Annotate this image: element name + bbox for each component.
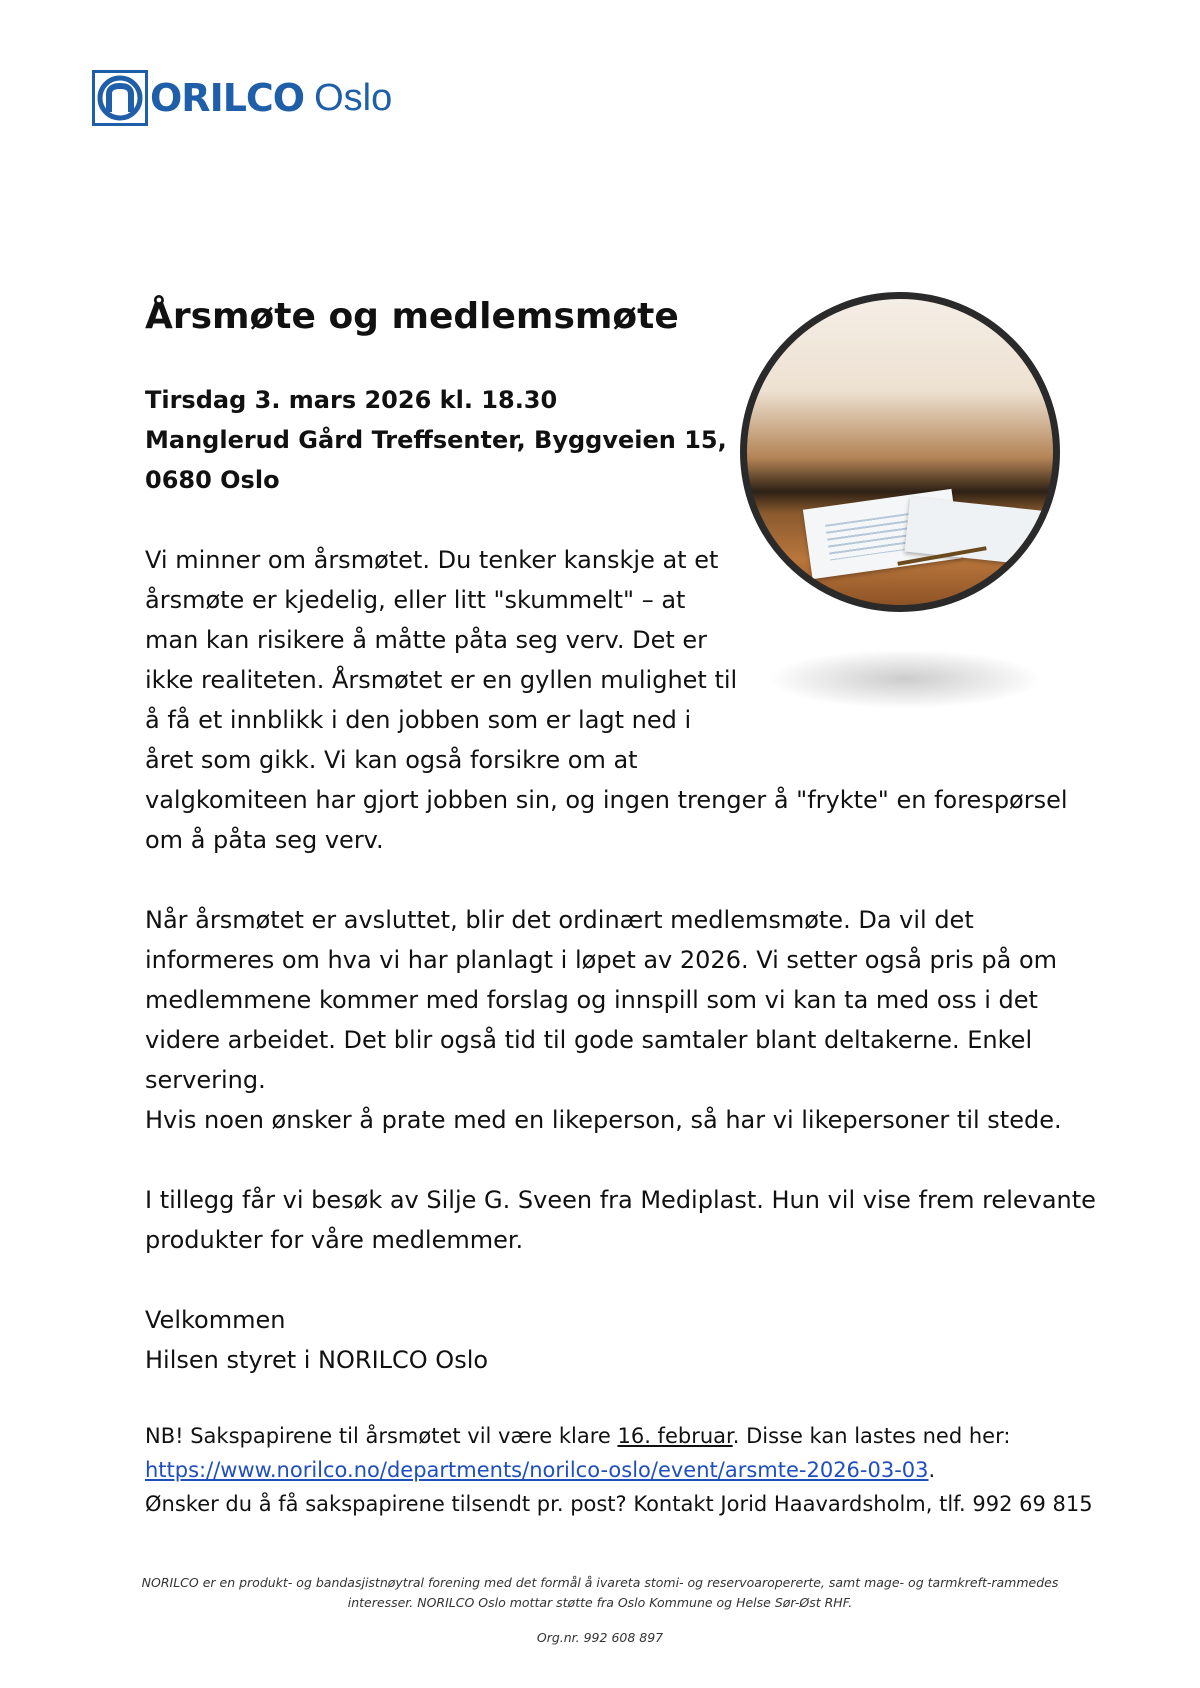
text-line: I tillegg får vi besøk av Silje G. Sveen fra Mediplast. Hun vil vise frem relevante <box>145 1186 1096 1214</box>
text-line: om å påta seg verv. <box>145 826 384 854</box>
meeting-paragraph <box>145 900 1062 1140</box>
nb-url-end: . <box>928 1458 936 1482</box>
text-line: årsmøte er kjedelig, eller litt "skummelt" – at <box>145 586 686 614</box>
event-venue: Manglerud Gård Treffsenter, Byggveien 15, <box>145 426 727 454</box>
logo-mark <box>92 70 148 126</box>
footer-line: NORILCO er en produkt- og bandasjistnøytral forening med det formål å ivareta stomi- og reservoaropererte, samt mage- og tarmkreft-rammedes <box>141 1575 1059 1590</box>
norilco-logo <box>92 68 392 128</box>
nb-prefix: NB! Sakspapirene til årsmøtet vil være klare <box>145 1424 618 1448</box>
event-details <box>145 380 727 500</box>
nb-contact: Ønsker du å få sakspapirene tilsendt pr. post? Kontakt Jorid Haavardsholm, tlf. 992 69 815 <box>145 1492 1093 1516</box>
text-line: videre arbeidet. Det blir også tid til gode samtaler blant deltakerne. Enkel <box>145 1026 1033 1054</box>
nb-notice <box>145 1419 1093 1521</box>
text-line: man kan risikere å måtte påta seg verv. Det er <box>145 626 708 654</box>
closing-paragraph <box>145 1300 488 1380</box>
nb-line <box>145 1419 1093 1453</box>
text-line: ikke realiteten. Årsmøtet er en gyllen mulighet til <box>145 666 738 694</box>
footer-line: interesser. NORILCO Oslo mottar støtte fra Oslo Kommune og Helse Sør-Øst RHF. <box>347 1595 853 1610</box>
event-date-time: Tirsdag 3. mars 2026 kl. 18.30 <box>145 386 558 414</box>
text-line: Vi minner om årsmøtet. Du tenker kanskje at et <box>145 546 719 574</box>
text-line: produkter for våre medlemmer. <box>145 1226 524 1254</box>
visit-paragraph <box>145 1180 1096 1260</box>
text-line: valgkomiteen har gjort jobben sin, og ingen trenger å "frykte" en forespørsel <box>145 786 1068 814</box>
text-line: Hvis noen ønsker å prate med en likeperson, så har vi likepersoner til stede. <box>145 1106 1062 1134</box>
text-line: medlemmene kommer med forslag og innspill som vi kan ta med oss i det <box>145 986 1038 1014</box>
text-line: informeres om hva vi har planlagt i løpet av 2026. Vi setter også pris på om <box>145 946 1058 974</box>
page-title: Årsmøte og medlemsmøte <box>145 296 679 337</box>
text-line: servering. <box>145 1066 266 1094</box>
footer-disclaimer <box>0 1573 1200 1613</box>
intro-paragraph <box>145 540 1068 860</box>
welcome-text: Velkommen <box>145 1306 286 1334</box>
text-line: å få et innblikk i den jobben som er lagt ned i <box>145 706 692 734</box>
logo-city-text: Oslo <box>314 76 393 119</box>
logo-n-icon <box>96 74 144 122</box>
text-line: året som gikk. Vi kan også forsikre om at <box>145 746 638 774</box>
greeting-text: Hilsen styret i NORILCO Oslo <box>145 1346 489 1374</box>
nb-date: 16. februar <box>617 1424 733 1448</box>
logo-brand-text: ORILCO <box>150 76 305 120</box>
nb-suffix: . Disse kan lastes ned her: <box>732 1424 1011 1448</box>
nb-link-line <box>145 1453 1093 1487</box>
documents-link[interactable]: https://www.norilco.no/departments/norilco-oslo/event/arsmte-2026-03-03 <box>145 1458 929 1482</box>
text-line: Når årsmøtet er avsluttet, blir det ordinært medlemsmøte. Da vil det <box>145 906 974 934</box>
event-postal: 0680 Oslo <box>145 466 280 494</box>
footer-org-number: Org.nr. 992 608 897 <box>536 1630 664 1645</box>
